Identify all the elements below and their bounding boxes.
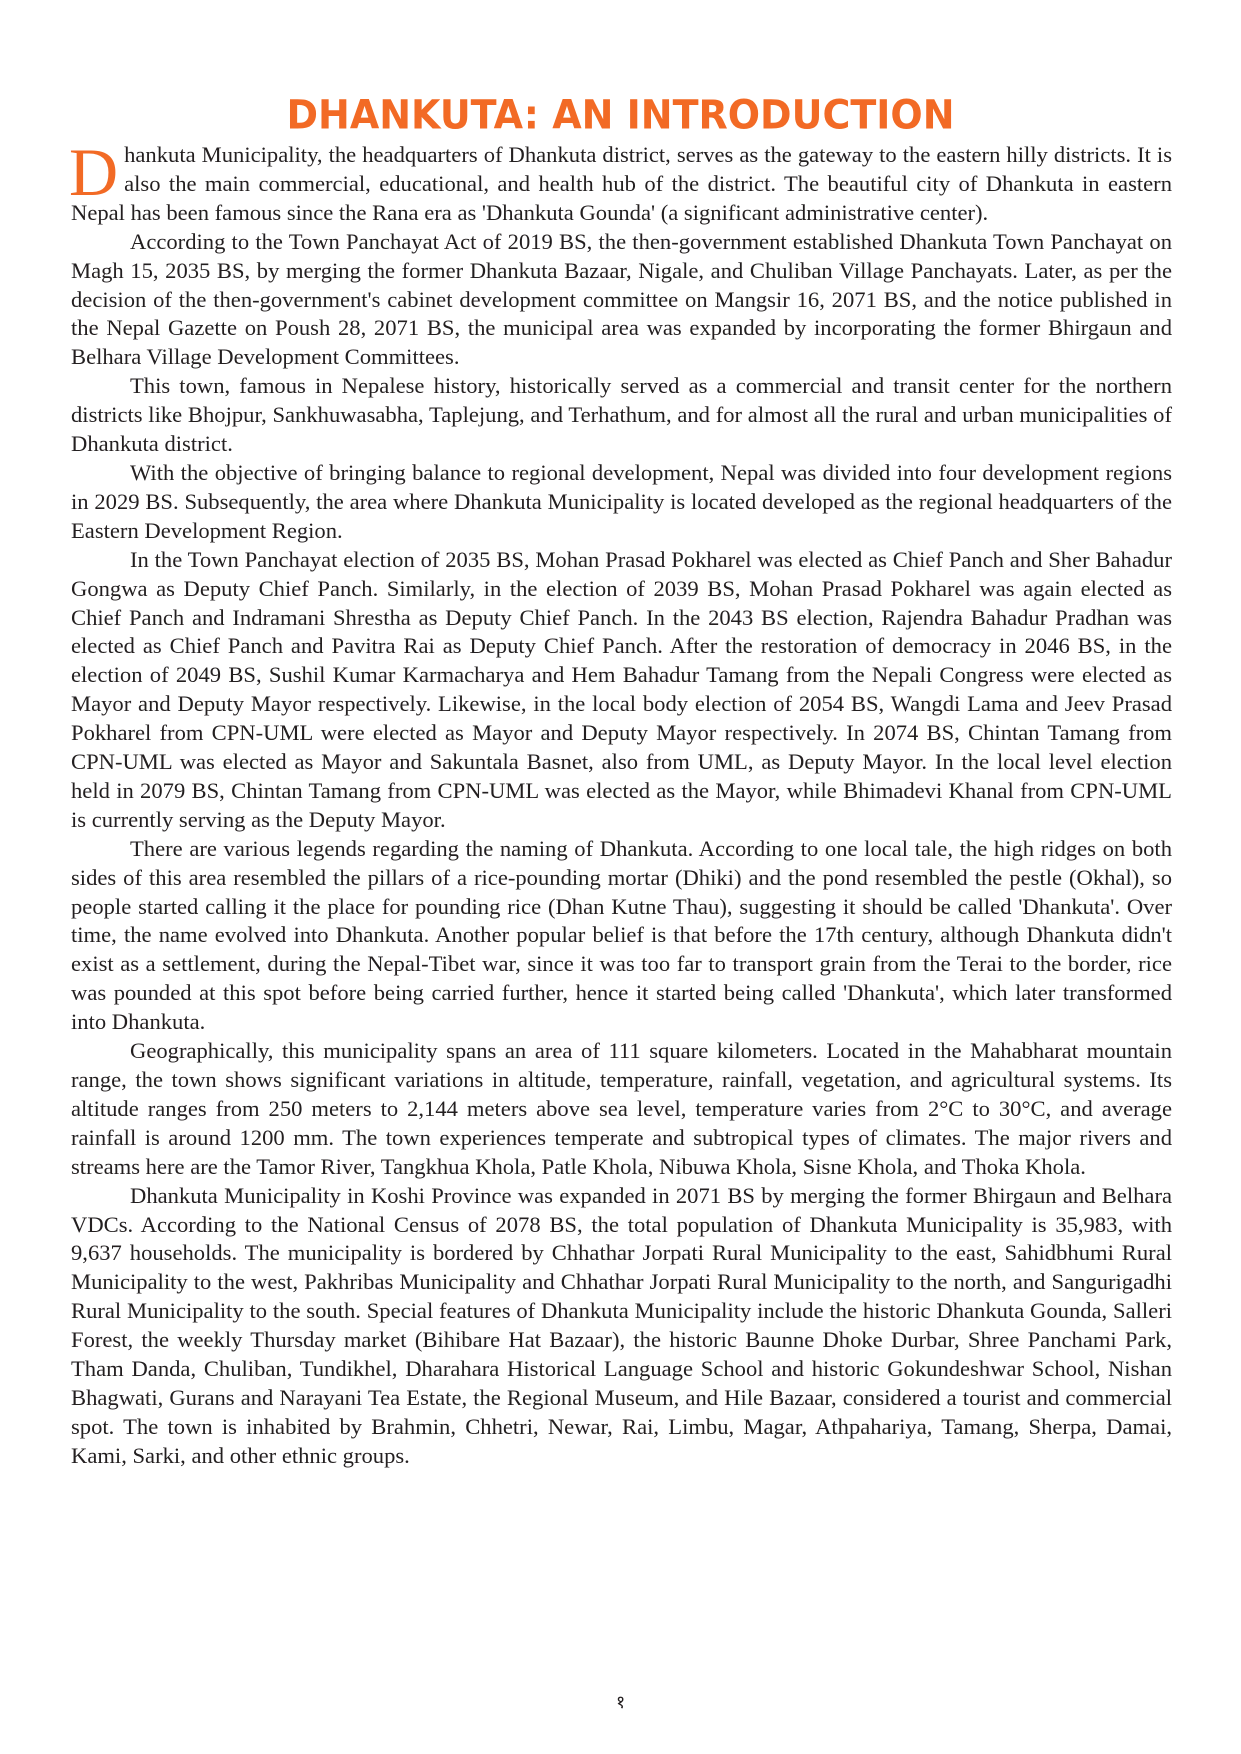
paragraph-commercial-transit-center: This town, famous in Nepalese history, historically served as a commercial and transit center for the northern districts like Bhojpur, Sankhuwasabha, Taplejung, and Terhathum, and for almost all the rural and urban municipalities of Dhankuta district. [71,373,1172,457]
paragraph-demographics-features: Dhankuta Municipality in Koshi Province was expanded in 2071 BS by merging the former Bhirgaun and Belhara VDCs. According to the National Census of 2078 BS, the total population of Dhankuta Municipality is 35,983, with 9,637 households. The municipality is bordered by Chhathar Jorpati Rural Municipality to the east, Sahidbhumi Rural Municipality to the west, Pakhribas Municipality and Chhathar Jorpati Rural Municipality to the north, and Sangurigadhi Rural Municipality to the south. Special features of Dhankuta Municipality include the historic Dhankuta Gounda, Salleri Forest, the weekly Thursday market (Bihibare Hat Bazaar), the historic Baunne Dhoke Durbar, Shree Panchami Park, Tham Danda, Chuliban, Tundikhel, Dharahara Historical Language School and historic Gokundeshwar School, Nishan Bhagwati, Gurans and Narayani Tea Estate, the Regional Museum, and Hile Bazaar, considered a tourist and commercial spot. The town is inhabited by Brahmin, Chhetri, Newar, Rai, Limbu, Magar, Athpahariya, Tamang, Sherpa, Damai, Kami, Sarki, and other ethnic groups. [71,1182,1172,1468]
article-body [69,134,1172,1471]
paragraph-intro [69,134,1172,228]
paragraph-regional-development: With the objective of bringing balance to regional development, Nepal was divided into four development regions in 2029 BS. Subsequently, the area where Dhankuta Municipality is located developed as the regional headquarters of the Eastern Development Region. [71,459,1172,543]
paragraph-naming-legends: There are various legends regarding the naming of Dhankuta. According to one local tale, the high ridges on both sides of this area resembled the pillars of a rice-pounding mortar (Dhiki) and the pond resembled the pestle (Okhal), so people started calling it the place for pounding rice (Dhan Kutne Thau), suggesting it should be called 'Dhankuta'. Over time, the name evolved into Dhankuta. Another popular belief is that before the 17th century, although Dhankuta didn't exist as a settlement, during the Nepal-Tibet war, since it was too far to transport grain from the Terai to the border, rice was pounded at this spot before being carried further, hence it started being called 'Dhankuta', which later transformed into Dhankuta. [71,835,1172,1035]
drop-cap: D [69,134,119,210]
page-number: १ [615,1692,626,1713]
paragraph-election-history: In the Town Panchayat election of 2035 BS, Mohan Prasad Pokharel was elected as Chief Panch and Sher Bahadur Gongwa as Deputy Chief Panch. Similarly, in the election of 2039 BS, Mohan Prasad Pokharel was again elected as Chief Panch and Indramani Shrestha as Deputy Chief Panch. In the 2043 BS election, Rajendra Bahadur Pradhan was elected as Chief Panch and Pavitra Rai as Deputy Chief Panch. After the restoration of democracy in 2046 BS, in the election of 2049 BS, Sushil Kumar Karmacharya and Hem Bahadur Tamang from the Nepali Congress were elected as Mayor and Deputy Mayor respectively. Likewise, in the local body election of 2054 BS, Wangdi Lama and Jeev Prasad Pokharel from CPN-UML were elected as Mayor and Deputy Mayor respectively. In 2074 BS, Chintan Tamang from CPN-UML was elected as Mayor and Sakuntala Basnet, also from UML, as Deputy Mayor. In the local level election held in 2079 BS, Chintan Tamang from CPN-UML was elected as the Mayor, while Bhimadevi Khanal from CPN-UML is currently serving as the Deputy Mayor. [71,546,1172,832]
page-title: DHANKUTA: AN INTRODUCTION [286,92,955,139]
paragraph-geography: Geographically, this municipality spans an area of 111 square kilometers. Located in the Mahabharat mountain range, the town shows significant variations in altitude, temperature, rainfall, vegetation, and agricultural systems. Its altitude ranges from 250 meters to 2,144 meters above sea level, temperature varies from 2°C to 30°C, and average rainfall is around 1200 mm. The town experiences temperate and subtropical types of climates. The major rivers and streams here are the Tamor River, Tangkhua Khola, Patle Khola, Nibuwa Khola, Sisne Khola, and Thoka Khola. [71,1038,1172,1179]
paragraph-text: hankuta Municipality, the headquarters of Dhankuta district, serves as the gateway to the eastern hilly districts. It is also the main commercial, educational, and health hub of the district. The beautiful city of Dhankuta in eastern Nepal has been famous since the Rana era as 'Dhankuta Gounda' (a significant administrative center). [71,142,1172,225]
paragraph-town-panchayat-history: According to the Town Panchayat Act of 2019 BS, the then-government established Dhankuta Town Panchayat on Magh 15, 2035 BS, by merging the former Dhankuta Bazaar, Nigale, and Chuliban Village Panchayats. Later, as per the decision of the then-government's cabinet development committee on Mangsir 16, 2071 BS, and the notice published in the Nepal Gazette on Poush 28, 2071 BS, the municipal area was expanded by incorporating the former Bhirgaun and Belhara Village Development Committees. [71,228,1172,370]
